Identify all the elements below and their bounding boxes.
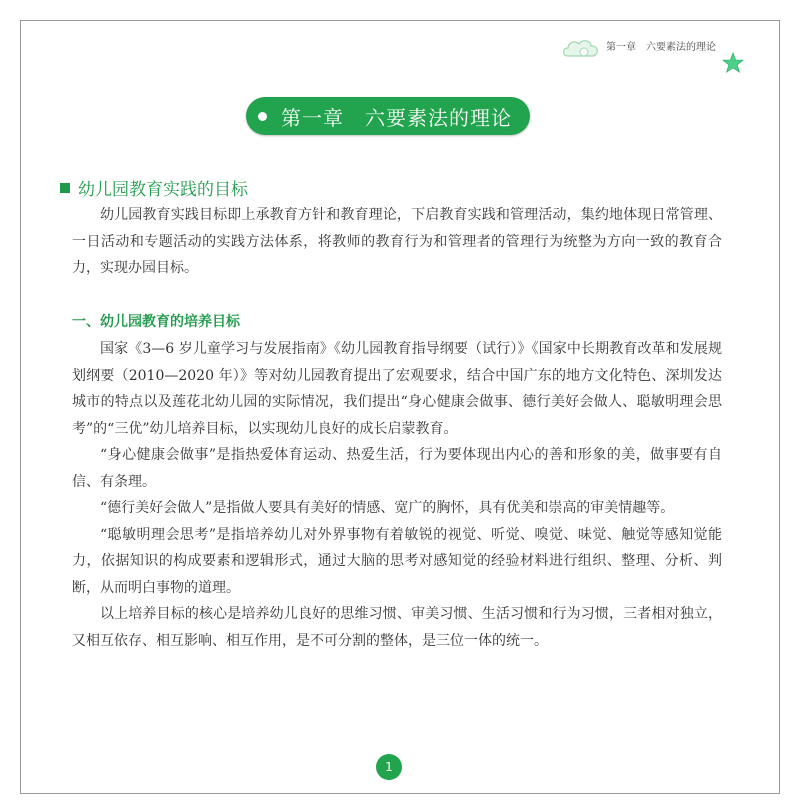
chapter-title: 第一章 六要素法的理论 — [281, 105, 512, 130]
chapter-banner — [246, 97, 530, 135]
paragraph-national-guidelines: 国家《3—6 岁儿童学习与发展指南》《幼儿园教育指导纲要（试行）》《国家中长期教育改革和发展规划纲要（2010—2020 年）》等对幼儿园教育提出了宏观要求，结合中国广东的地方文化特色、深圳发达城市的特点以及莲花北幼儿园的实际情况，我们提出“身心健康会做事、德行美好会做人、聪敏明理会思考”的“三优”幼儿培养目标，以实现幼儿良好的成长启蒙教育。 — [72, 341, 722, 437]
paragraph-summary: 以上培养目标的核心是培养幼儿良好的思维习惯、审美习惯、生活习惯和行为习惯，三者相对独立，又相互依存、相互影响、相互作用，是不可分割的整体，是三位一体的统一。 — [72, 606, 722, 649]
section-intro-paragraph: 幼儿园教育实践目标即上承教育方针和教育理论，下启教育实践和管理活动，集约地体现日常管理、一日活动和专题活动的实践方法体系，将教师的教育行为和管理者的管理行为统整为方向一致的教育合力，实现办园目标。 — [72, 207, 722, 276]
page-number: 1 — [376, 754, 402, 780]
paragraph-virtue: “德行美好会做人”是指做人要具有美好的情感、宽广的胸怀，具有优美和崇高的审美情趣等。 — [100, 500, 675, 516]
bullet-dot-icon — [258, 112, 267, 121]
running-head-title: 第一章 六要素法的理论 — [606, 42, 716, 53]
subsection-body — [72, 336, 722, 654]
subsection-title: 一、幼儿园教育的培养目标 — [72, 314, 240, 330]
paragraph-health: “身心健康会做事”是指热爱体育运动、热爱生活，行为要体现出内心的善和形象的美，做事要有自信、有条理。 — [72, 447, 722, 490]
star-icon — [722, 52, 744, 74]
cloud-icon — [560, 36, 602, 62]
running-head — [560, 36, 760, 66]
square-bullet-icon — [60, 183, 70, 193]
section-heading — [60, 175, 248, 200]
section-intro-block — [72, 202, 722, 282]
paragraph-thinking: “聪敏明理会思考”是指培养幼儿对外界事物有着敏锐的视觉、听觉、嗅觉、味觉、触觉等感知觉能力，依据知识的构成要素和逻辑形式，通过大脑的思考对感知觉的经验材料进行组织、整理、分析、判断，从而明白事物的道理。 — [72, 526, 722, 596]
section-title: 幼儿园教育实践的目标 — [78, 180, 248, 200]
